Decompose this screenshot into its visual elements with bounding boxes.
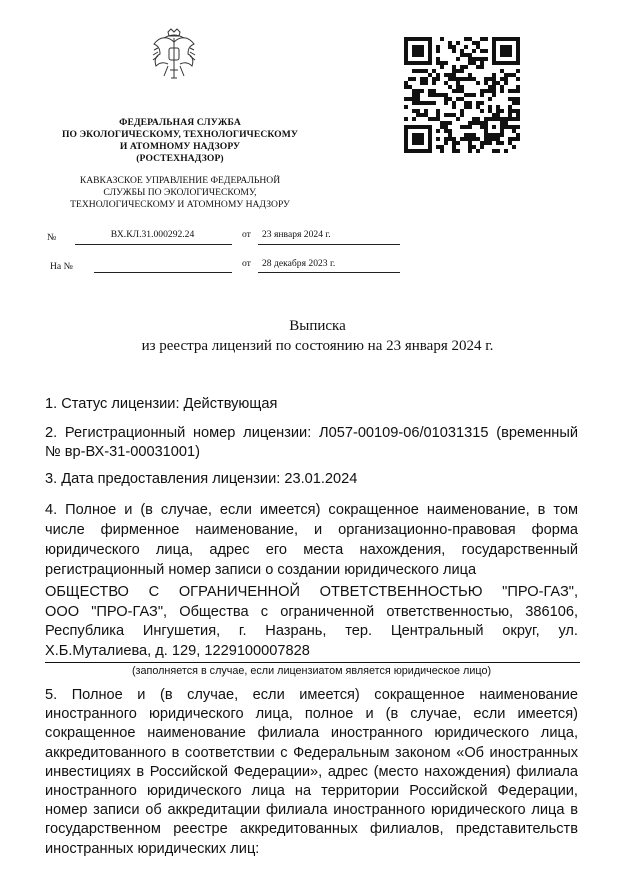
outgoing-date: 23 января 2024 г.	[262, 229, 331, 240]
number-underline	[75, 244, 232, 245]
agency-line: ФЕДЕРАЛЬНАЯ СЛУЖБА	[119, 117, 241, 128]
item5-heading: 5. Полное и (в случае, если имеется) сокращенное наименование иностранного юридического лица, полное и (в случае, если имеется) сокращенное наименование филиала иностранного юридического лица, аккредитованного в соответствии с Федеральным законом «Об иностранных инвестициях в Российской Федерации», адрес (место нахождения) филиала иностранного юридического лица на территории Российской Федерации, номер записи об аккредитации филиала иностранного юридического лица в государственном реестре аккредитованных филиалов, представительств иностранных юридических лиц:	[45, 687, 578, 857]
entity-line: Х.Б.Муталиева, д. 129, 1229100007828	[45, 642, 310, 659]
reply-date: 28 декабря 2023 г.	[262, 258, 336, 269]
entity-note: (заполняется в случае, если лицензиатом является юридическое лицо)	[131, 665, 492, 677]
document-title: Выписка	[289, 318, 346, 334]
department-line: КАВКАЗСКОЕ УПРАВЛЕНИЕ ФЕДЕРАЛЬНОЙ	[79, 175, 281, 186]
item4-heading: 4. Полное и (в случае, если имеется) сокращенное наименование, в том числе фирменное наименование, и организационно-правовая форма юридического лица, адрес его места нахождения, государственный регистрационный номер записи о создании юридического лица	[45, 502, 578, 578]
license-reg-number: 2. Регистрационный номер лицензии: Л057-00109-06/01031315 (временный № вр-ВХ-31-00031001)	[45, 425, 578, 460]
entity-line: ООО "ПРО-ГАЗ", Общества с ограниченной ответственностью, 386106,	[45, 603, 578, 620]
qr-code-icon	[404, 36, 520, 154]
reply-date-underline	[258, 272, 400, 273]
coat-of-arms-icon	[150, 26, 198, 84]
reply-underline	[94, 272, 232, 273]
outgoing-number: ВХ.КЛ.31.000292.24	[110, 229, 195, 240]
entity-line: Республика Ингушетия, г. Назрань, тер. Центральный округ, ул.	[45, 623, 578, 640]
reply-label: На №	[50, 261, 73, 272]
agency-name	[40, 117, 320, 165]
entity-underline	[45, 662, 580, 663]
agency-line: ПО ЭКОЛОГИЧЕСКОМУ, ТЕХНОЛОГИЧЕСКОМУ	[61, 129, 299, 140]
license-date: 3. Дата предоставления лицензии: 23.01.2024	[45, 471, 358, 487]
entity-details	[45, 583, 578, 661]
document-subtitle: из реестра лицензий по состоянию на 23 января 2024 г.	[141, 338, 494, 354]
agency-line: (РОСТЕХНАДЗОР)	[136, 153, 224, 164]
department-name	[40, 175, 320, 211]
department-line: ТЕХНОЛОГИЧЕСКОМУ И АТОМНОМУ НАДЗОРУ	[70, 199, 290, 210]
entity-line: ОБЩЕСТВО С ОГРАНИЧЕННОЙ ОТВЕТСТВЕННОСТЬЮ "ПРО-ГАЗ",	[45, 584, 578, 600]
license-status: 1. Статус лицензии: Действующая	[45, 396, 278, 412]
agency-line: И АТОМНОМУ НАДЗОРУ	[119, 141, 241, 152]
date-underline	[258, 244, 400, 245]
reply-date-label: от	[242, 258, 251, 269]
date-label: от	[242, 229, 251, 240]
department-line: СЛУЖБЫ ПО ЭКОЛОГИЧЕСКОМУ,	[103, 187, 257, 198]
number-label: №	[47, 232, 57, 243]
